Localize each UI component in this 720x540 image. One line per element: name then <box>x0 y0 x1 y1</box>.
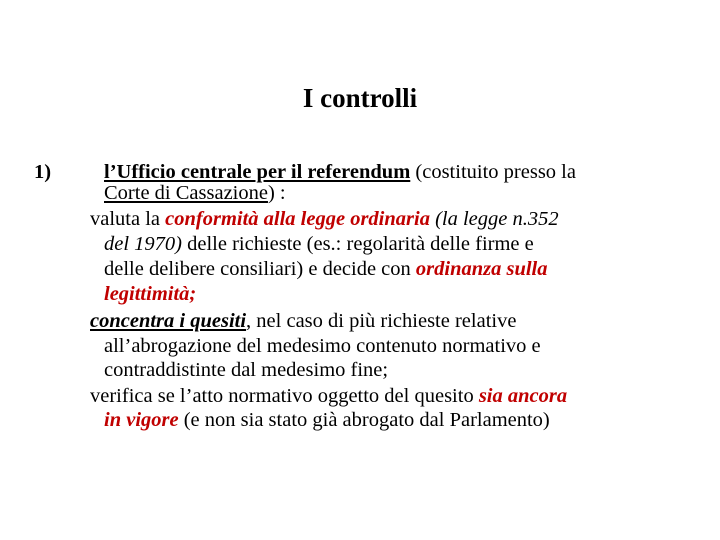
body-line-9: contraddistinte dal medesimo fine; <box>104 359 389 381</box>
delibere-text: delle delibere consiliari) e decide con <box>104 258 416 280</box>
body-line-11 <box>104 408 550 432</box>
in-vigore-text: in vigore <box>104 409 179 431</box>
body-line-2 <box>104 181 286 205</box>
ufficio-centrale-text: l’Ufficio centrale per il referendum <box>104 161 411 183</box>
abrogato-text: (e non sia stato già abrogato dal Parlamento) <box>178 409 550 431</box>
corte-cassazione-text: Corte di Cassazione <box>104 182 268 204</box>
richieste-text: delle richieste (es.: regolarità delle firme e <box>182 233 534 255</box>
body-line-6 <box>104 282 196 306</box>
body-line-4 <box>104 232 534 256</box>
sia-ancora-text: sia ancora <box>478 385 568 407</box>
ordinanza-text: ordinanza sulla <box>415 258 548 280</box>
slide-title: I controlli <box>302 83 418 113</box>
body-line-10 <box>90 384 567 408</box>
item-number: 1) <box>34 161 52 183</box>
costituito-text: (costituito presso la <box>410 161 576 183</box>
verifica-text: verifica se l’atto normativo oggetto del quesito <box>90 385 479 407</box>
legittimita-text: legittimità; <box>104 283 197 305</box>
body-line-7 <box>90 309 516 333</box>
valuta-text: valuta la <box>90 208 166 230</box>
del-1970-text: del 1970) <box>104 233 182 255</box>
legge-ref-text: (la legge n.352 <box>429 208 559 230</box>
conformita-text: conformità alla legge ordinaria <box>165 208 430 230</box>
body-line-3 <box>90 207 559 231</box>
piu-richieste-text: , nel caso di più richieste relative <box>246 310 517 332</box>
concentra-quesiti-text: concentra i quesiti <box>90 310 247 332</box>
body-line-5 <box>104 257 548 281</box>
body-line-8: all’abrogazione del medesimo contenuto normativo e <box>104 335 541 357</box>
line-2-rest: ) : <box>267 182 286 204</box>
